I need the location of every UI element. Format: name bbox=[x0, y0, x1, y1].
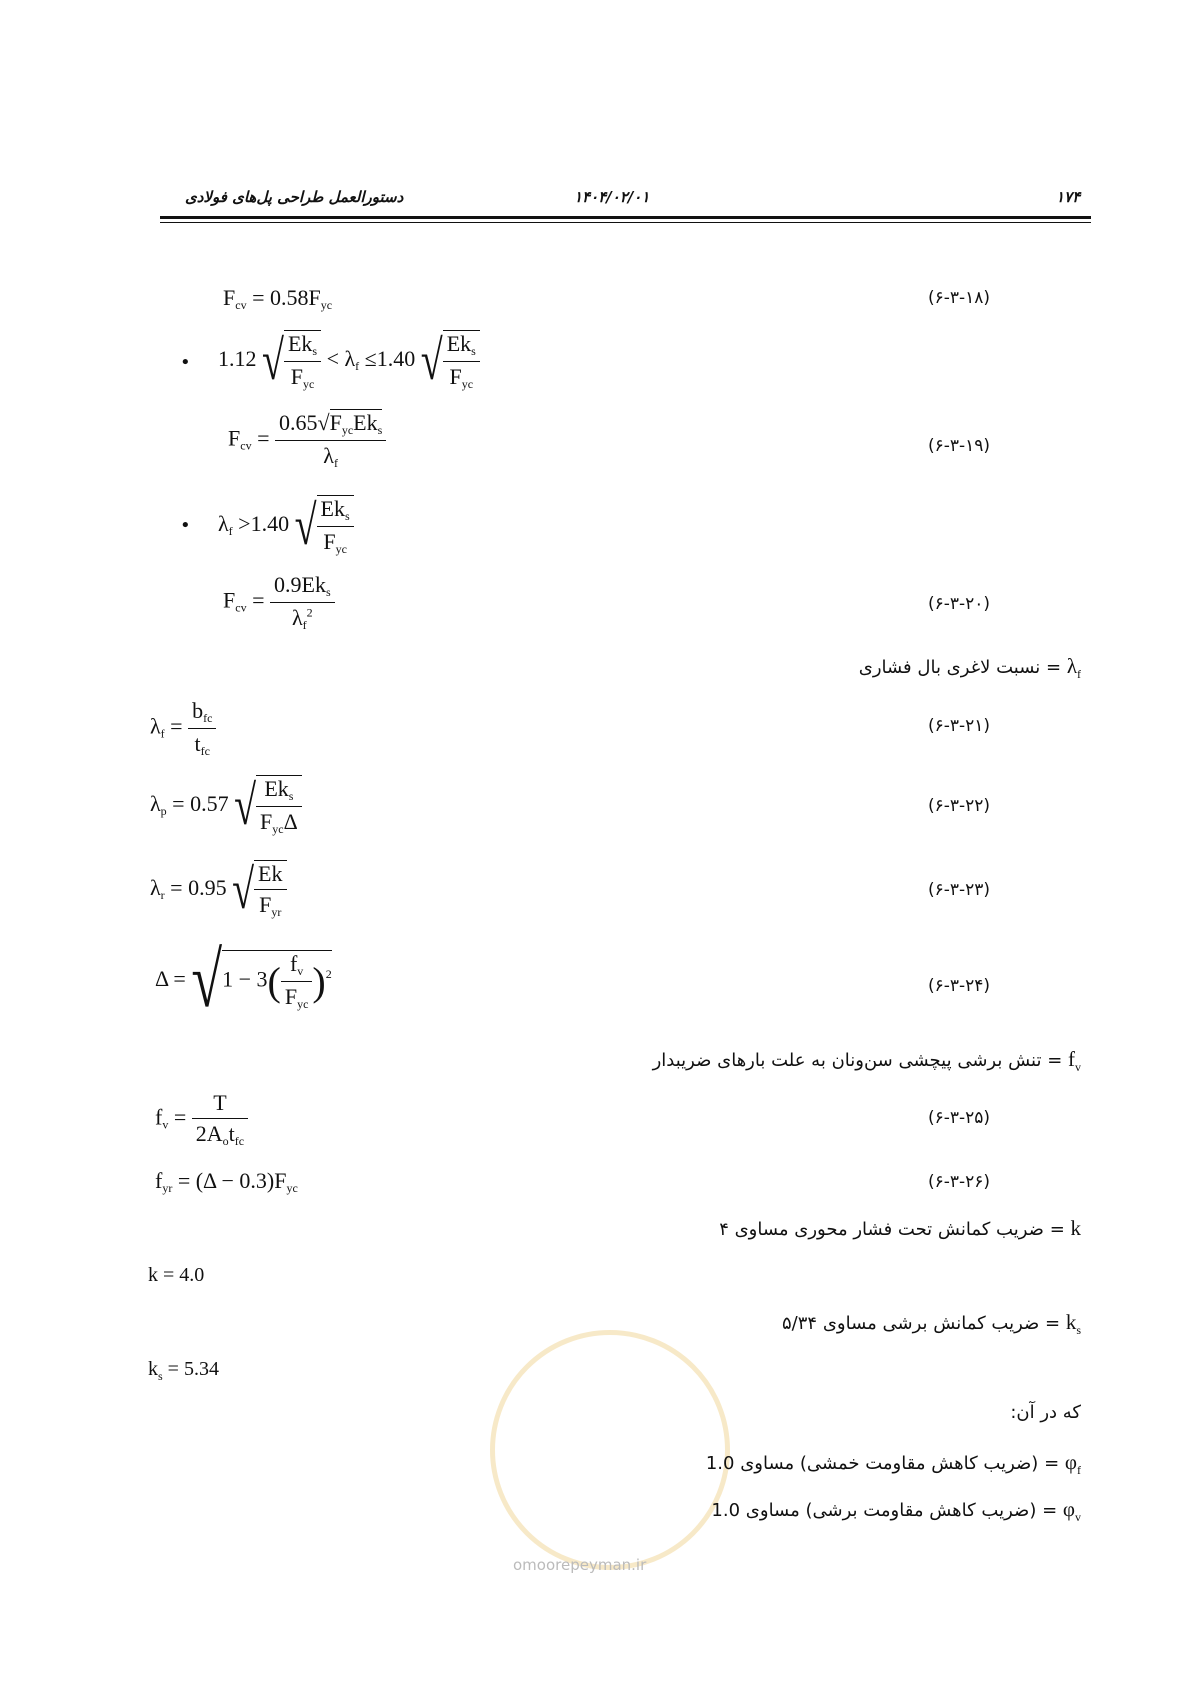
equation-number-24: (۶-۳-۲۴) bbox=[928, 976, 991, 996]
definition-k-s: $k_s$ = ضریب کمانش برشی مساوی ۵/۳۴ bbox=[782, 1310, 1081, 1338]
watermark-seal-logo bbox=[490, 1330, 730, 1570]
condition-20: $\lambda_f >1.40$ √ $\frac{Ek_s}{F_{yc}}$ bbox=[218, 495, 354, 557]
equation-number-20: (۶-۳-۲۰) bbox=[928, 594, 991, 614]
condition-19: 1.12 √ $\frac{Ek_s}{F_{yc}}$ < $\lambda_f \le 1.40$ √ $\frac{Ek_s}{F_{yc}}$ bbox=[218, 330, 480, 392]
equation-21: $\lambda_f$ = $\frac{b_{fc}}{t_{fc}}$ bbox=[150, 698, 216, 759]
equation-24: Δ = √1 − 3( $\frac{f_v}{F_{yc}}$ )$^2$ bbox=[155, 937, 332, 1025]
value-k-s: $k_s = 5.34$ bbox=[148, 1358, 219, 1383]
definition-phi-v: $\varphi_v$ = (ضریب کاهش مقاومت برشی) مساوی 1.0 bbox=[711, 1497, 1081, 1525]
equation-number-18: (۶-۳-۱۸) bbox=[928, 288, 991, 308]
definition-f-v: $f_v$ = تنش برشی پیچشی سن‌ونان به علت بارهای ضریبدار bbox=[652, 1047, 1081, 1075]
equation-26: $f_{yr} = (\Delta - 0.3)F_{yc}$ bbox=[155, 1168, 298, 1195]
equation-19: $F_{cv}$ = $\frac{0.65√F_{yc}Ek_s}{\lambda_f}$ bbox=[228, 410, 386, 471]
header-rule-thick bbox=[160, 216, 1091, 219]
equation-number-23: (۶-۳-۲۳) bbox=[928, 880, 991, 900]
page-header-title: دستورالعمل طراحی پل‌های فولادی bbox=[185, 188, 404, 206]
value-k: k = 4.0 bbox=[148, 1264, 205, 1286]
definition-lambda-f: $\lambda_f$ = نسبت لاغری بال فشاری bbox=[858, 654, 1081, 682]
equation-20: $F_{cv}$ = $\frac{0.9Ek_s}{\lambda_f^2}$ bbox=[223, 572, 335, 633]
page-header-date: ۱۴۰۴/۰۲/۰۱ bbox=[574, 188, 650, 206]
equation-number-26: (۶-۳-۲۶) bbox=[928, 1172, 991, 1192]
definition-k: k = ضریب کمانش تحت فشار محوری مساوی ۴ bbox=[719, 1216, 1081, 1240]
equation-25: $f_v$ = $\frac{T}{2A_ot_{fc}}$ bbox=[155, 1090, 248, 1149]
equation-number-25: (۶-۳-۲۵) bbox=[928, 1108, 991, 1128]
equation-number-19: (۶-۳-۱۹) bbox=[928, 436, 991, 456]
header-rule-thin bbox=[160, 222, 1091, 223]
page-number: ۱۷۴ bbox=[1056, 188, 1081, 206]
watermark-url: omoorepeyman.ir bbox=[513, 1556, 647, 1574]
bullet-1: • bbox=[180, 352, 191, 373]
equation-number-22: (۶-۳-۲۲) bbox=[928, 796, 991, 816]
where-label: که در آن: bbox=[1010, 1402, 1081, 1423]
equation-23: $\lambda_r = 0.95$ √ $\frac{Ek}{F_{yr}}$ bbox=[150, 860, 287, 920]
equation-18: $F_{cv} = 0.58F_{yc}$ bbox=[223, 285, 333, 312]
equation-22: $\lambda_p = 0.57$ √ $\frac{Ek_s}{F_{yc}\Delta}$ bbox=[150, 775, 302, 837]
equation-number-21: (۶-۳-۲۱) bbox=[928, 716, 991, 736]
definition-phi-f: $\varphi_f$ = (ضریب کاهش مقاومت خمشی) مساوی 1.0 bbox=[705, 1450, 1081, 1478]
bullet-2: • bbox=[180, 515, 191, 536]
